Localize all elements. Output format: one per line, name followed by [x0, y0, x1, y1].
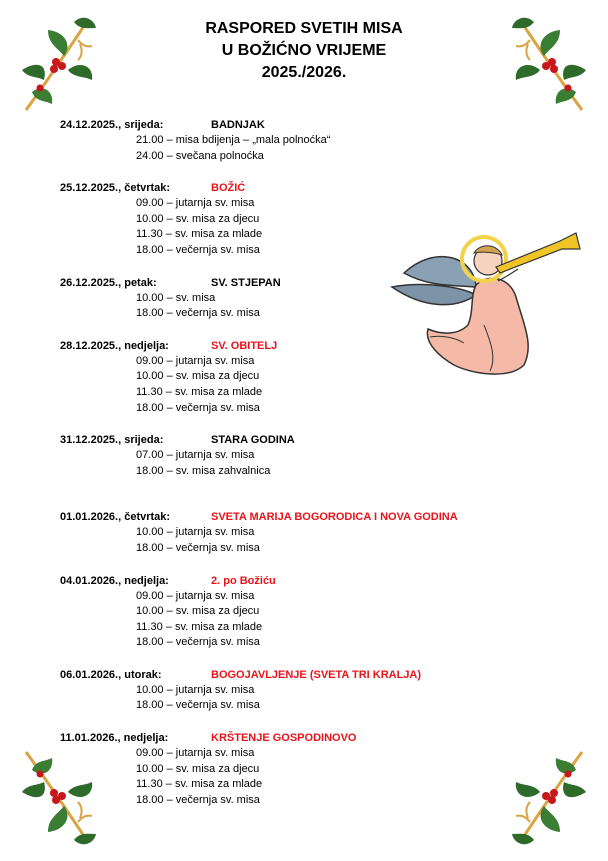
mass-time: 24.00 – svečana polnoćka: [136, 149, 264, 162]
mass-schedule: [60, 117, 490, 824]
mass-time: 10.00 – sv. misa: [136, 291, 216, 304]
mass-time: 18.00 – večernja sv. misa: [136, 401, 260, 414]
day-feast: 2. po Božiću: [211, 574, 276, 587]
schedule-day: [60, 338, 490, 416]
mass-time: 10.00 – jutarnja sv. misa: [136, 683, 255, 696]
day-date: 01.01.2026., četvrtak:: [60, 511, 171, 524]
mass-time: 10.00 – sv. misa za djecu: [136, 762, 260, 775]
day-date: 26.12.2025., petak:: [60, 276, 157, 289]
schedule-day: [60, 730, 490, 808]
mass-time: 18.00 – večernja sv. misa: [136, 307, 260, 320]
day-feast: BOGOJAVLJENJE (SVETA TRI KRALJA): [211, 668, 422, 681]
holly-decoration-bottom-right: [508, 742, 590, 852]
title-line-2: U BOŽIĆNO VRIJEME: [221, 42, 387, 59]
page-title: [0, 18, 608, 84]
day-feast: SV. OBITELJ: [211, 339, 278, 352]
schedule-day: [60, 509, 490, 556]
mass-time: 10.00 – jutarnja sv. misa: [136, 526, 255, 539]
schedule-day: [60, 432, 490, 479]
mass-time: 09.00 – jutarnja sv. misa: [136, 589, 255, 602]
schedule-day: [60, 275, 490, 322]
day-feast: BOŽIĆ: [211, 182, 246, 195]
mass-time: 11.30 – sv. misa za mlade: [136, 228, 263, 241]
day-date: 31.12.2025., srijeda:: [60, 434, 164, 447]
mass-time: 18.00 – večernja sv. misa: [136, 699, 260, 712]
holly-icon: [512, 752, 586, 844]
day-date: 24.12.2025., srijeda:: [60, 119, 164, 131]
day-feast: STARA GODINA: [211, 434, 295, 447]
mass-time: 18.00 – večernja sv. misa: [136, 793, 260, 806]
mass-time: 18.00 – večernja sv. misa: [136, 541, 260, 554]
day-date: 06.01.2026., utorak:: [60, 668, 162, 681]
schedule-day: [60, 180, 490, 258]
day-feast: SVETA MARIJA BOGORODICA I NOVA GODINA: [211, 511, 458, 524]
day-date: 04.01.2026., nedjelja:: [60, 574, 169, 587]
day-feast: BADNJAK: [211, 119, 265, 131]
mass-time: 11.30 – sv. misa za mlade: [136, 385, 263, 398]
schedule-day: [60, 117, 490, 164]
mass-time: 21.00 – misa bdijenja – „mala polnoćka“: [136, 134, 331, 146]
mass-time: 18.00 – večernja sv. misa: [136, 636, 260, 649]
mass-time: 18.00 – večernja sv. misa: [136, 243, 260, 256]
day-date: 25.12.2025., četvrtak:: [60, 182, 171, 195]
title-line-1: RASPORED SVETIH MISA: [205, 20, 403, 37]
schedule-day: [60, 667, 490, 714]
day-feast: SV. STJEPAN: [211, 276, 281, 289]
mass-time: 09.00 – jutarnja sv. misa: [136, 197, 255, 210]
day-feast: KRŠTENJE GOSPODINOVO: [211, 732, 357, 745]
mass-time: 07.00 – jutarnja sv. misa: [136, 449, 255, 462]
mass-time: 10.00 – sv. misa za djecu: [136, 370, 260, 383]
mass-time: 10.00 – sv. misa za djecu: [136, 212, 260, 225]
mass-time: 11.30 – sv. misa za mlade: [136, 778, 263, 791]
mass-time: 09.00 – jutarnja sv. misa: [136, 354, 255, 367]
day-date: 11.01.2026., nedjelja:: [60, 732, 169, 745]
mass-time: 18.00 – sv. misa zahvalnica: [136, 464, 271, 477]
mass-time: 09.00 – jutarnja sv. misa: [136, 747, 255, 760]
mass-time: 11.30 – sv. misa za mlade: [136, 620, 263, 633]
day-date: 28.12.2025., nedjelja:: [60, 339, 169, 352]
title-line-3: 2025./2026.: [261, 64, 347, 81]
schedule-day: [60, 573, 490, 651]
mass-time: 10.00 – sv. misa za djecu: [136, 605, 260, 618]
